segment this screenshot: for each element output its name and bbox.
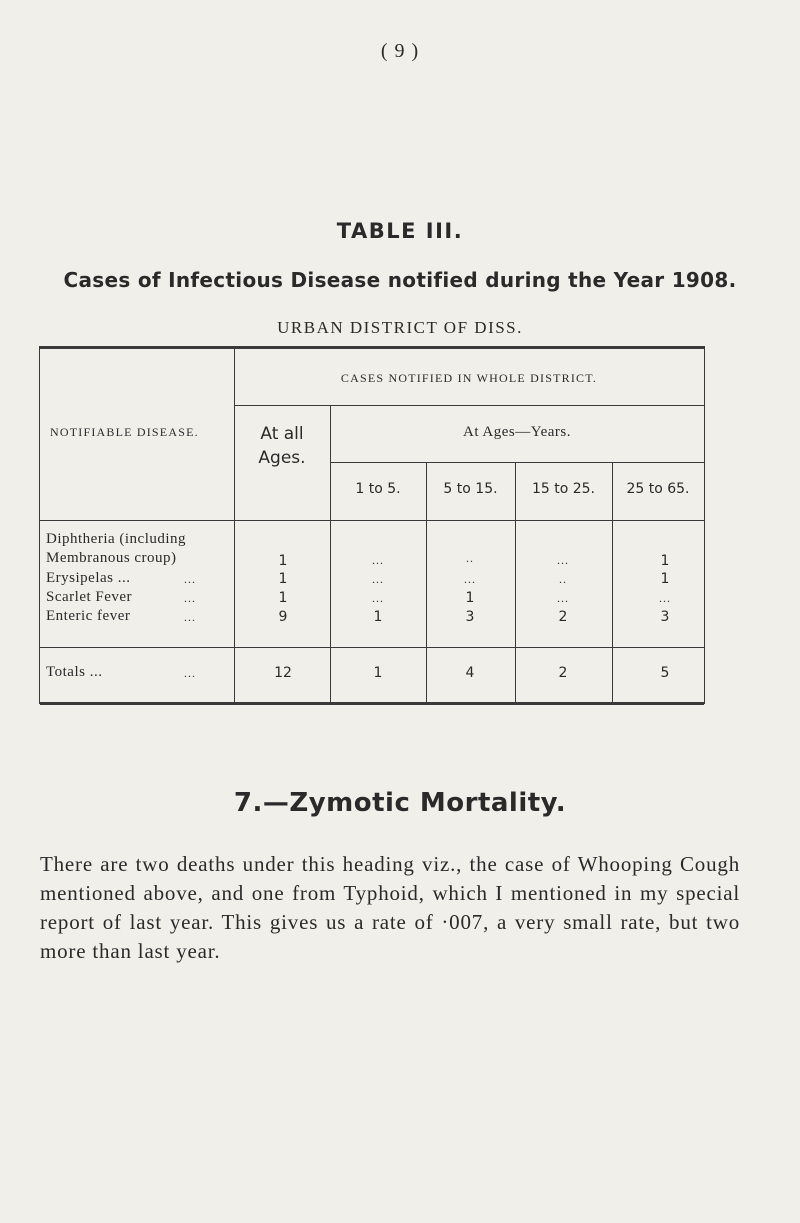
row-scarlet-fever-band-4: ... [659, 591, 671, 605]
row-erysipelas-leader: ... [184, 572, 196, 586]
row-scarlet-fever-band-2: 1 [465, 590, 475, 606]
header-age-band-3: 15 to 25. [531, 481, 596, 497]
col-rule-band-1 [426, 462, 427, 704]
totals-band-1: 1 [373, 665, 383, 681]
totals-all-ages: 12 [274, 665, 292, 681]
table-left-rule [39, 346, 40, 704]
district-title: URBAN DISTRICT OF DISS. [277, 318, 523, 337]
row-enteric-fever-leader: ... [184, 610, 196, 624]
row-scarlet-fever-label: Scarlet Fever [46, 589, 133, 605]
table-right-rule [704, 346, 705, 704]
row-scarlet-fever-band-1: ... [372, 591, 384, 605]
table-bottom-rule [40, 702, 704, 705]
header-rule-3 [40, 520, 704, 521]
totals-band-3: 2 [558, 665, 568, 681]
row-diphtheria-band-3: ... [557, 553, 569, 567]
table-subtitle: Cases of Infectious Disease notified during the Year 1908. [63, 268, 737, 292]
section-paragraph: There are two deaths under this heading viz., the case of Whooping Cough mentioned above, and one from Typhoid, which I mentioned in my special report of last year. This gives us a rate of ·007, a very small rate, but two more than last year. [40, 852, 740, 963]
row-erysipelas-label: Erysipelas ... [46, 570, 131, 586]
row-diphtheria-band-4: 1 [660, 553, 670, 569]
row-enteric-fever-band-2: 3 [465, 609, 475, 625]
header-age-band-2: 5 to 15. [443, 481, 498, 497]
col-rule-allages [330, 405, 331, 704]
page-number: ( 9 ) [380, 40, 420, 62]
row-erysipelas-band-4: 1 [660, 571, 670, 587]
totals-leader: ... [184, 666, 196, 680]
header-cases-notified: CASES NOTIFIED IN WHOLE DISTRICT. [340, 371, 598, 385]
header-all-ages: At all Ages. [258, 424, 306, 468]
totals-rule [40, 647, 704, 648]
section-heading: 7.—Zymotic Mortality. [233, 788, 567, 818]
row-diphtheria-label-1: Diphtheria (including [46, 531, 187, 547]
row-enteric-fever-all-ages: 9 [278, 609, 288, 625]
row-scarlet-fever-band-3: ... [557, 591, 569, 605]
row-scarlet-fever-all-ages: 1 [278, 590, 288, 606]
header-at-ages: At Ages—Years. [463, 424, 571, 440]
row-enteric-fever-label: Enteric fever [46, 608, 131, 624]
header-rule-2 [330, 462, 704, 463]
row-erysipelas-band-3: .. [559, 572, 567, 586]
col-rule-disease [234, 346, 235, 704]
header-disease: NOTIFIABLE DISEASE. [50, 425, 199, 439]
totals-label: Totals ... [46, 664, 103, 680]
row-erysipelas-band-2: ... [464, 572, 476, 586]
row-scarlet-fever-leader: ... [184, 591, 196, 605]
row-diphtheria-all-ages: 1 [278, 553, 288, 569]
table-title: TABLE III. [336, 219, 464, 243]
row-erysipelas-band-1: ... [372, 572, 384, 586]
row-diphtheria-band-1: ... [372, 553, 384, 567]
header-age-band-4: 25 to 65. [626, 481, 690, 497]
table-top-rule [40, 346, 704, 349]
totals-band-2: 4 [465, 665, 475, 681]
header-rule-1 [234, 405, 704, 406]
row-enteric-fever-band-1: 1 [373, 609, 383, 625]
col-rule-band-3 [612, 462, 613, 704]
row-erysipelas-all-ages: 1 [278, 571, 288, 587]
totals-band-4: 5 [660, 665, 670, 681]
row-enteric-fever-band-4: 3 [660, 609, 670, 625]
row-enteric-fever-band-3: 2 [558, 609, 568, 625]
header-age-band-1: 1 to 5. [355, 481, 401, 497]
row-diphtheria-band-2: .. [466, 551, 474, 565]
col-rule-band-2 [515, 462, 516, 704]
row-diphtheria-label-2: Membranous croup) [46, 550, 177, 566]
